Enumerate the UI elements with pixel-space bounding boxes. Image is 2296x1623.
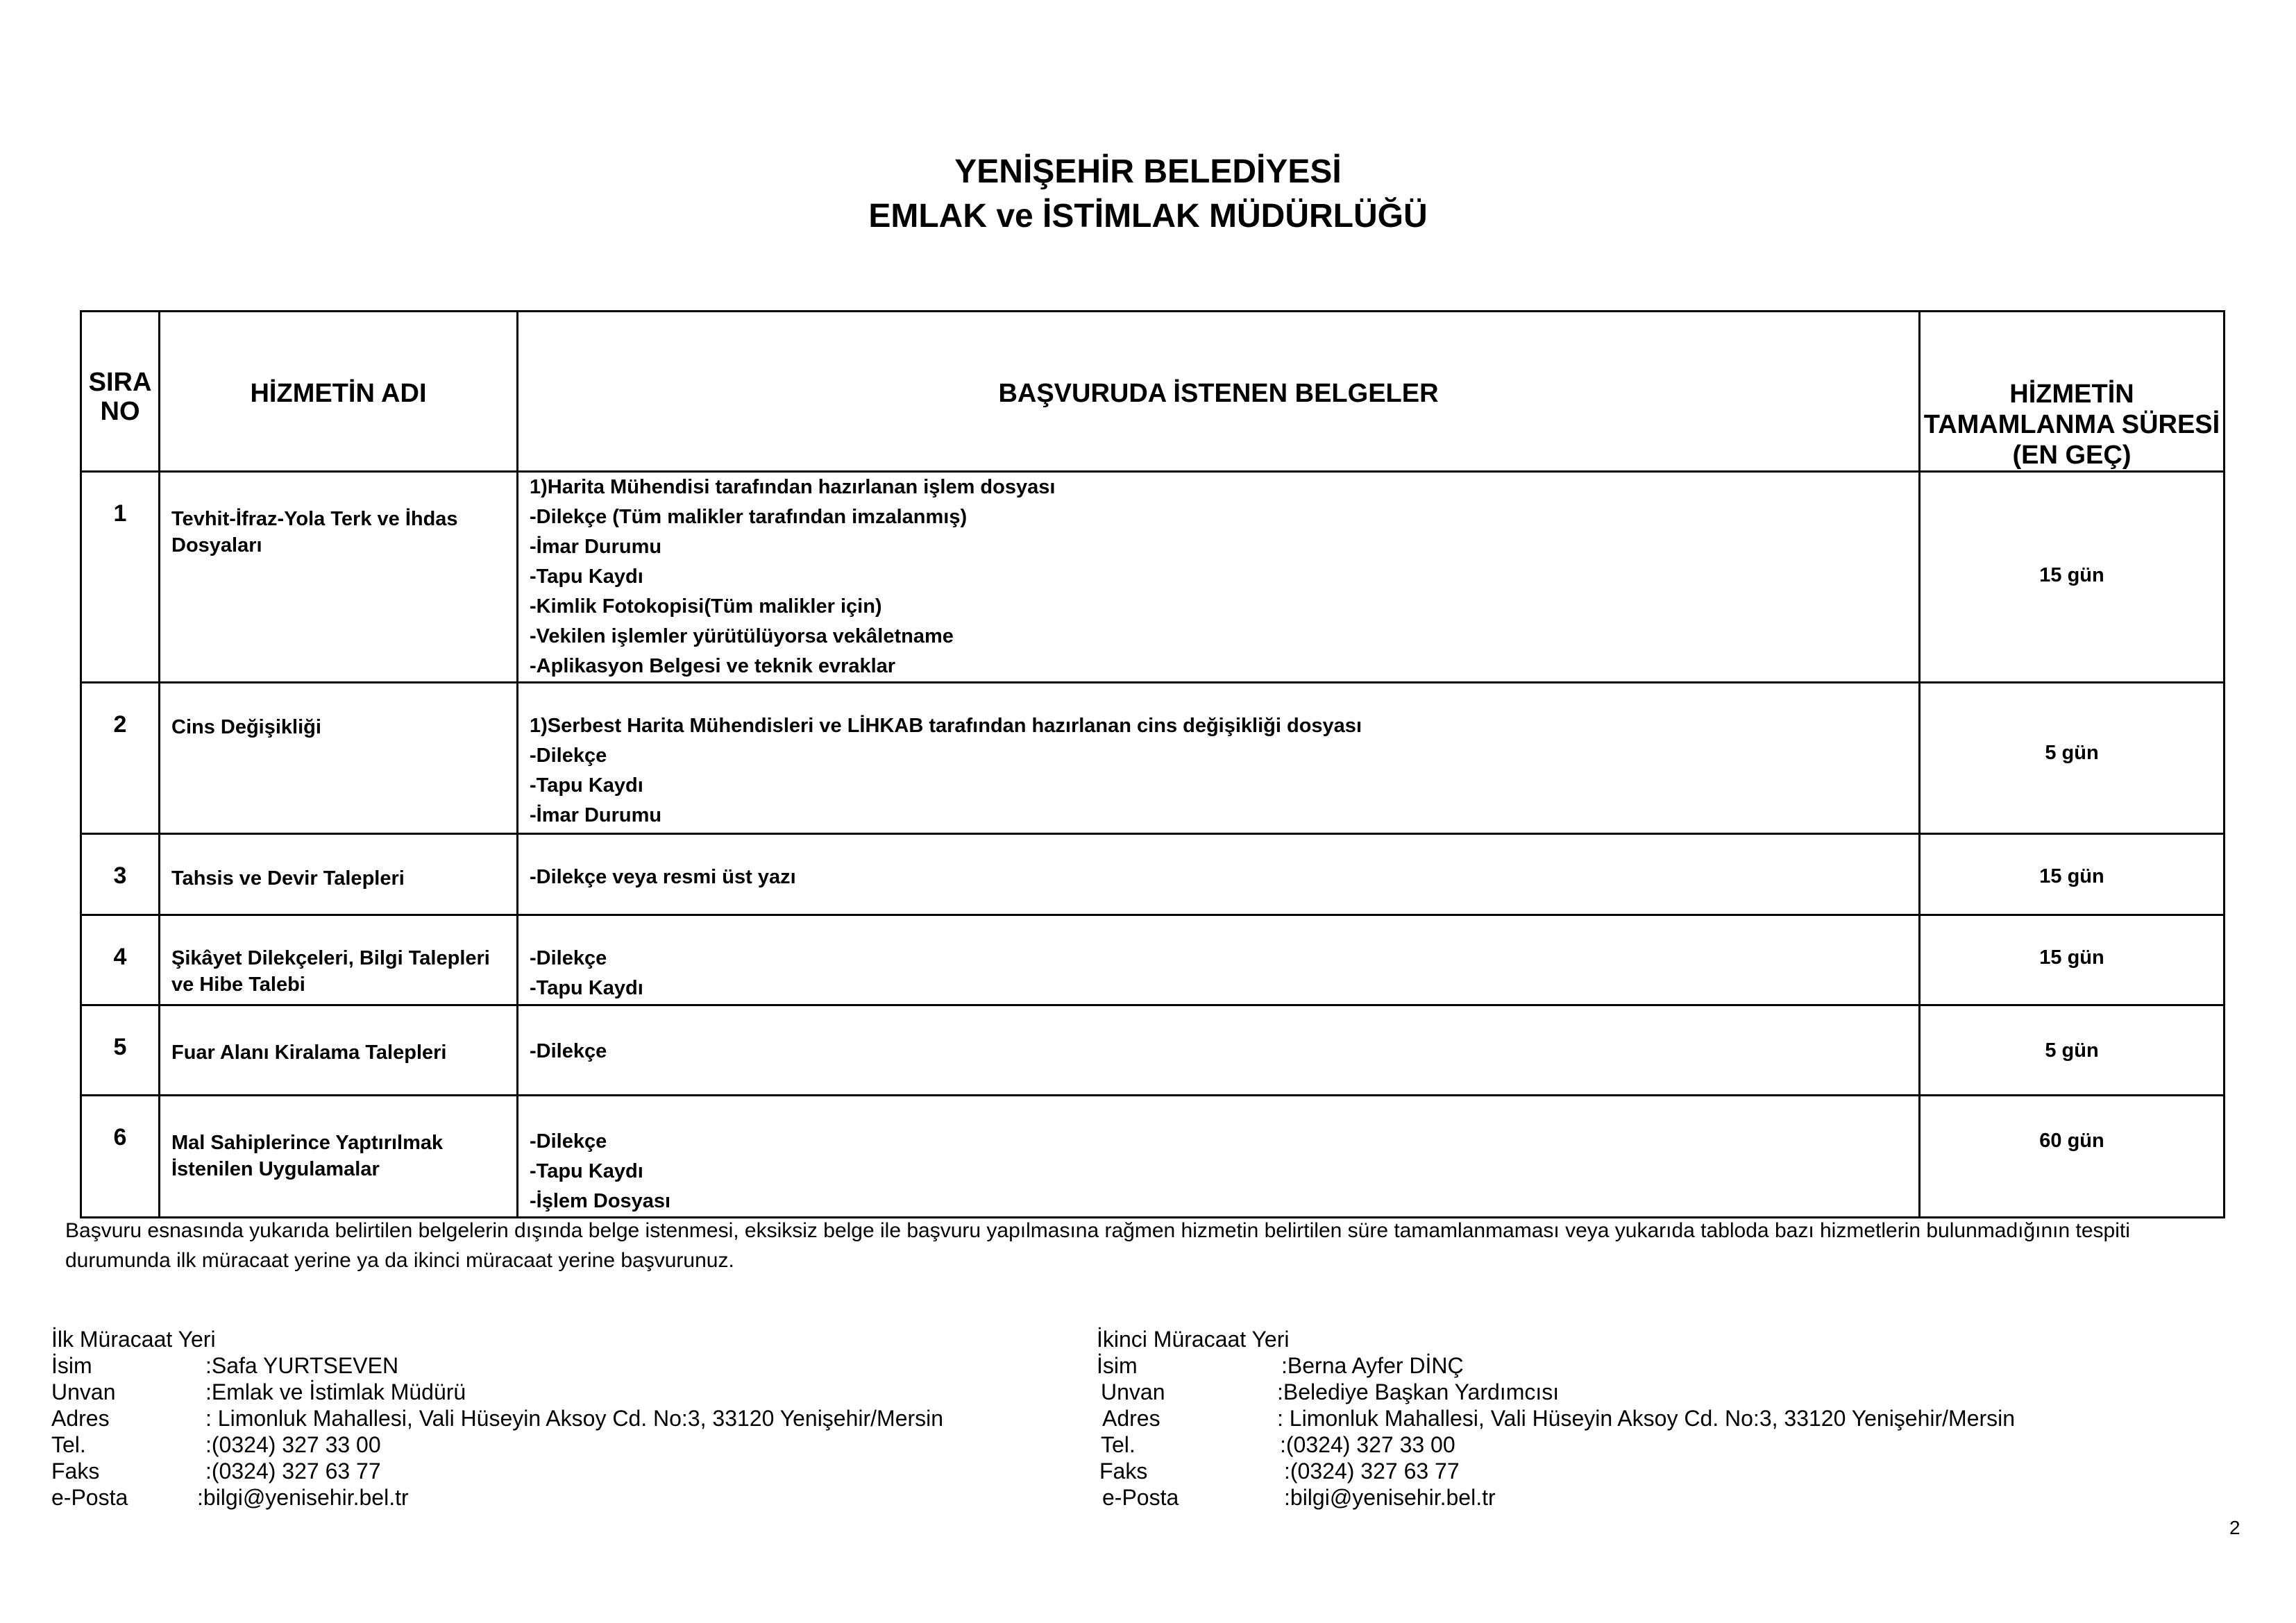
contact-fax: :(0324) 327 63 77 [1284,1459,1460,1484]
document-item: -İşlem Dosyası [530,1190,671,1212]
completion-time: 60 gün [1920,1096,2225,1218]
services-table [80,310,2225,1218]
row-number: 1 [81,472,160,683]
row-number: 6 [81,1096,160,1218]
first-contact-title: İlk Müracaat Yeri [51,1327,216,1352]
table-row [81,472,2225,683]
service-name: Cins Değişikliği [160,683,518,834]
required-documents [518,915,1920,1005]
row-number: 5 [81,1005,160,1096]
contact-address: : Limonluk Mahallesi, Vali Hüseyin Aksoy Cd. No:3, 33120 Yenişehir/Mersin [1277,1406,2016,1431]
document-item: -Tapu Kaydı [530,774,643,797]
contact-label: Adres [51,1406,110,1431]
column-header-sira: SIRA NO [81,312,160,472]
contact-phone: :(0324) 327 33 00 [1280,1432,1455,1457]
column-header-service-name: HİZMETİN ADI [160,312,518,472]
table-row [81,683,2225,834]
document-item: -Tapu Kaydı [530,977,643,999]
row-number: 3 [81,834,160,915]
document-item: -Dilekçe [530,745,607,767]
completion-time: 5 gün [1920,683,2225,834]
department-title: EMLAK ve İSTİMLAK MÜDÜRLÜĞÜ [868,198,1428,235]
contact-label: Faks [1099,1459,1148,1484]
contact-title-value: :Emlak ve İstimlak Müdürü [205,1379,466,1404]
column-header-completion-time: HİZMETİN TAMAMLANMA SÜRESİ (EN GEÇ) [1920,312,2225,472]
required-documents [518,834,1920,915]
contact-name: :Safa YURTSEVEN [205,1353,399,1378]
contact-label: e-Posta [1102,1485,1179,1510]
contact-label: Faks [51,1459,100,1484]
document-item: -Dilekçe veya resmi üst yazı [530,866,796,888]
contact-label: Unvan [51,1379,116,1404]
institution-title: YENİŞEHİR BELEDİYESİ [954,153,1342,190]
page-number: 2 [2229,1517,2240,1538]
contact-label: Tel. [51,1432,86,1457]
document-item: -Dilekçe (Tüm malikler tarafından imzalanmış) [530,506,968,528]
second-contact-title: İkinci Müracaat Yeri [1097,1327,1290,1352]
row-number: 2 [81,683,160,834]
completion-time: 15 gün [1920,915,2225,1005]
required-documents [518,1096,1920,1218]
row-number: 4 [81,915,160,1005]
document-item: -Dilekçe [530,947,607,969]
document-item: -Dilekçe [530,1040,607,1062]
contact-address: : Limonluk Mahallesi, Vali Hüseyin Aksoy Cd. No:3, 33120 Yenişehir/Mersin [205,1406,944,1431]
table-row [81,1005,2225,1096]
service-name: Şikâyet Dilekçeleri, Bilgi Talepleri ve Hibe Talebi [160,915,518,1005]
service-name: Tahsis ve Devir Talepleri [160,834,518,915]
service-name: Fuar Alanı Kiralama Talepleri [160,1005,518,1096]
contact-label: Adres [1102,1406,1160,1431]
column-header-required-documents: BAŞVURUDA İSTENEN BELGELER [518,312,1920,472]
contact-fax: :(0324) 327 63 77 [205,1459,381,1484]
table-row [81,834,2225,915]
document-item: -İmar Durumu [530,536,662,558]
table-row [81,915,2225,1005]
contact-label: İsim [1097,1353,1138,1378]
required-documents [518,683,1920,834]
required-documents [518,472,1920,683]
completion-time: 15 gün [1920,834,2225,915]
document-item: -Dilekçe [530,1130,607,1153]
application-note: Başvuru esnasında yukarıda belirtilen belgelerin dışında belge istenmesi, eksiksiz belge ile başvuru yapılmasına rağmen hizmetin belirtilen süre tamamlanmaması veya yukarıda tabloda bazı hizmetlerin bulunmadığının tespiti durumunda ilk müracaat yerine ya da ikinci müracaat yerine başvurunuz. [65,1219,2130,1272]
contact-label: Tel. [1101,1432,1136,1457]
document-item: -İmar Durumu [530,804,662,826]
table-header-row [81,312,2225,472]
completion-time: 15 gün [1920,472,2225,683]
service-name: Mal Sahiplerince Yaptırılmak İstenilen Uygulamalar [160,1096,518,1218]
second-contact [1097,1326,2138,1511]
first-contact [51,1326,1023,1511]
document-item: -Tapu Kaydı [530,566,643,588]
required-documents [518,1005,1920,1096]
contact-phone: :(0324) 327 33 00 [205,1432,381,1457]
contact-label: İsim [51,1353,92,1378]
document-item: 1)Harita Mühendisi tarafından hazırlanan işlem dosyası [530,476,1056,498]
contact-email: :bilgi@yenisehir.bel.tr [1284,1485,1496,1510]
contact-label: Unvan [1101,1379,1165,1404]
contact-email: :bilgi@yenisehir.bel.tr [197,1485,409,1510]
document-item: -Tapu Kaydı [530,1160,643,1182]
table-row [81,1096,2225,1218]
document-item: -Vekilen işlemler yürütülüyorsa vekâletname [530,625,954,647]
document-item: 1)Serbest Harita Mühendisleri ve LİHKAB tarafından hazırlanan cins değişikliği dosyası [530,715,1362,737]
service-name: Tevhit-İfraz-Yola Terk ve İhdas Dosyaları [160,472,518,683]
document-item: -Aplikasyon Belgesi ve teknik evraklar [530,655,896,677]
contact-name: :Berna Ayfer DİNÇ [1281,1353,1464,1378]
document-item: -Kimlik Fotokopisi(Tüm malikler için) [530,595,882,618]
completion-time: 5 gün [1920,1005,2225,1096]
contact-title-value: :Belediye Başkan Yardımcısı [1277,1379,1560,1404]
contact-label: e-Posta [51,1485,128,1510]
